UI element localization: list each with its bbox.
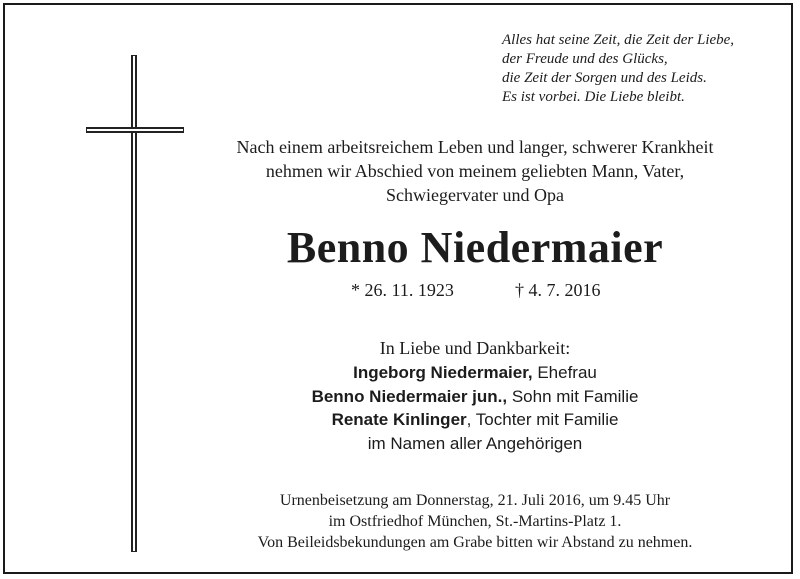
funeral-line: Urnenbeisetzung am Donnerstag, 21. Juli 2016, um 9.45 Uhr (279, 492, 671, 509)
mourner-relation: Ehefrau (532, 363, 597, 382)
death-date: † 4. 7. 2016 (515, 280, 601, 300)
intro-line: Nach einem arbeitsreichem Leben und langer, schwerer Krankheit (236, 137, 714, 157)
funeral-line: Von Beileidsbekundungen am Grabe bitten wir Abstand zu nehmen. (257, 534, 693, 551)
intro-line: nehmen wir Abschied von meinem geliebten Mann, Vater, (265, 161, 685, 181)
funeral-line: im Ostfriedhof München, St.-Martins-Platz 1. (328, 513, 622, 530)
poem-line: Es ist vorbei. Die Liebe bleibt. (502, 89, 685, 105)
deceased-name: Benno Niedermaier (286, 223, 664, 272)
mourner-name: Benno Niedermaier jun., (311, 386, 508, 406)
mourner-entry (185, 361, 765, 385)
birth-date: * 26. 11. 1923 (351, 280, 454, 300)
cross-horizontal-beam (86, 127, 184, 133)
mourner-relation: Sohn mit Familie (507, 386, 639, 406)
mourner-relation: , Tochter mit Familie (466, 410, 619, 429)
mourners-closing: im Namen aller Angehörigen (367, 433, 583, 453)
poem-quote (502, 31, 772, 107)
mourners-list (185, 361, 765, 455)
funeral-details (185, 490, 765, 553)
thanks-heading: In Liebe und Dankbarkeit: (379, 338, 571, 358)
poem-line: die Zeit der Sorgen und des Leids. (502, 70, 707, 86)
mourner-name: Renate Kinlinger (331, 410, 467, 429)
obituary-card (3, 3, 793, 574)
mourner-entry (185, 385, 765, 409)
intro-line: Schwiegervater und Opa (386, 185, 564, 205)
poem-line: Alles hat seine Zeit, die Zeit der Liebe, (502, 32, 735, 48)
poem-line: der Freude und des Glücks, (502, 51, 668, 67)
mourner-entry (185, 408, 765, 432)
intro-text (185, 135, 765, 207)
life-dates (185, 279, 765, 301)
mourner-name: Ingeborg Niedermaier, (353, 363, 533, 382)
